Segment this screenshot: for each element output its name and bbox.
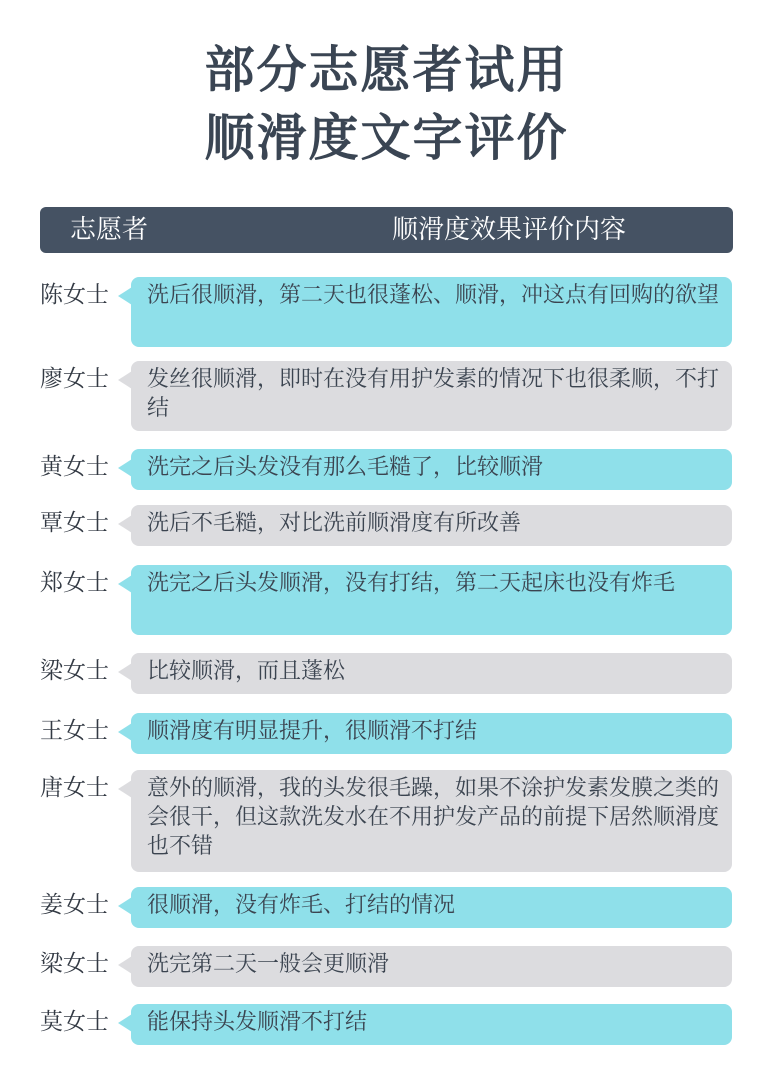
volunteer-name: 姜女士 (40, 892, 109, 918)
volunteer-name: 覃女士 (40, 510, 109, 536)
volunteer-name: 梁女士 (40, 658, 109, 684)
header-volunteer: 志愿者 (70, 215, 149, 245)
review-bubble: 洗后很顺滑，第二天也很蓬松、顺滑，冲这点有回购的欲望 (131, 277, 732, 347)
review-bubble: 洗后不毛糙，对比洗前顺滑度有所改善 (131, 505, 732, 546)
review-bubble: 洗完第二天一般会更顺滑 (131, 946, 732, 987)
volunteer-name: 陈女士 (40, 282, 109, 308)
review-bubble: 洗完之后头发顺滑，没有打结，第二天起床也没有炸毛 (131, 565, 732, 635)
volunteer-name: 梁女士 (40, 951, 109, 977)
volunteer-name: 王女士 (40, 718, 109, 744)
table-header (40, 207, 733, 253)
review-bubble: 意外的顺滑，我的头发很毛躁，如果不涂护发素发膜之类的会很干，但这款洗发水在不用护发产品的前提下居然顺滑度也不错 (131, 770, 732, 872)
review-bubble: 洗完之后头发没有那么毛糙了，比较顺滑 (131, 449, 732, 490)
volunteer-name: 莫女士 (40, 1009, 109, 1035)
volunteer-name: 廖女士 (40, 366, 109, 392)
page-title-line2: 顺滑度文字评价 (204, 109, 569, 167)
page-title-line1: 部分志愿者试用 (204, 41, 569, 99)
review-bubble: 比较顺滑，而且蓬松 (131, 653, 732, 694)
header-evaluation: 顺滑度效果评价内容 (392, 215, 627, 245)
review-bubble: 很顺滑，没有炸毛、打结的情况 (131, 887, 732, 928)
review-bubble: 能保持头发顺滑不打结 (131, 1004, 732, 1045)
volunteer-name: 黄女士 (40, 454, 109, 480)
volunteer-name: 郑女士 (40, 570, 109, 596)
volunteer-name: 唐女士 (40, 775, 109, 801)
review-bubble: 顺滑度有明显提升，很顺滑不打结 (131, 713, 732, 754)
review-bubble: 发丝很顺滑，即时在没有用护发素的情况下也很柔顺，不打结 (131, 361, 732, 431)
